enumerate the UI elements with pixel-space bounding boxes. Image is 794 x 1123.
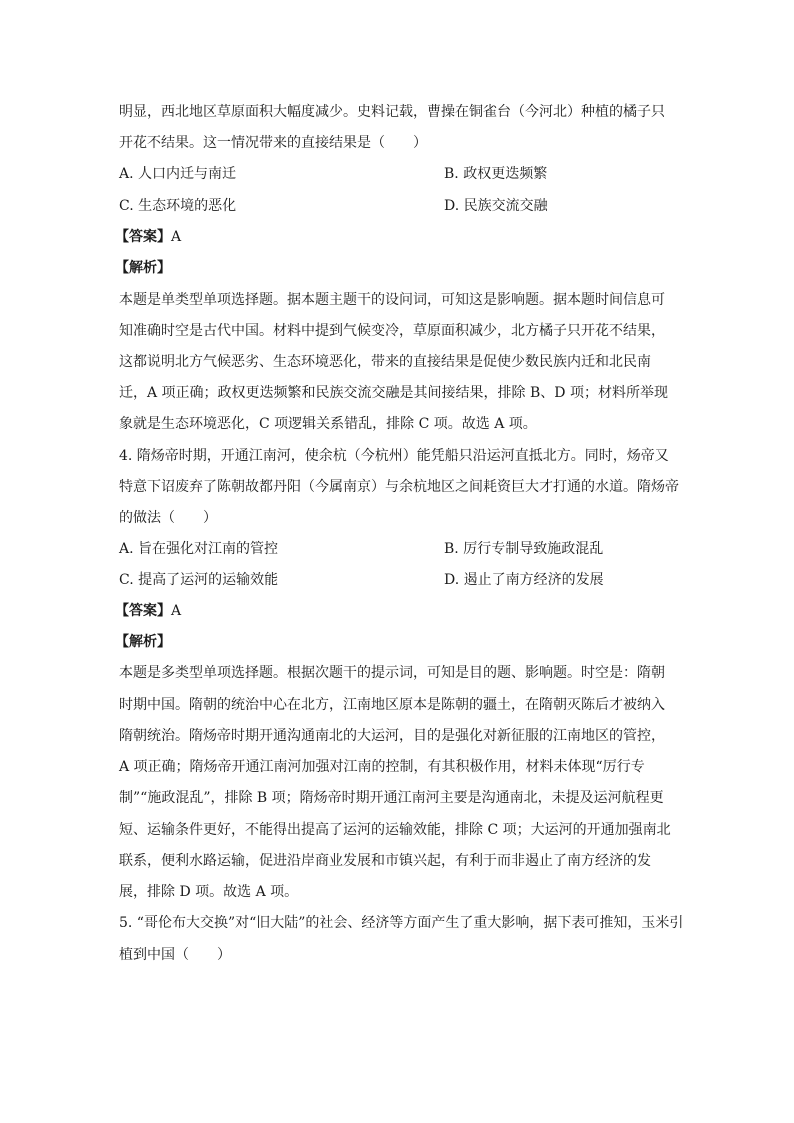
q4-option-a: A. 旨在强化对江南的管控	[119, 541, 279, 557]
q4-answer-tag: 【答案】	[115, 603, 171, 619]
q3-option-a: A. 人口内迁与南迁	[119, 166, 237, 182]
q4-analysis-line-8: 展，排除 D 项。故选 A 项。	[119, 884, 299, 900]
q4-answer-value: A	[171, 603, 182, 619]
q3-answer-tag: 【答案】	[115, 229, 171, 245]
q4-analysis-line-1: 本题是多类型单项选择题。根据次题干的提示词，可知是目的题、影响题。时空是：隋朝	[119, 665, 665, 681]
q3-analysis-line-4: 迁，A 项正确；政权更迭频繁和民族交流交融是其间接结果，排除 B、D 项；材料所举现	[119, 385, 668, 401]
q3-analysis-tag: 【解析】	[115, 260, 171, 276]
q4-analysis-line-4: A 项正确；隋炀帝开通江南河加强对江南的控制，有其积极作用，材料未体现“厉行专	[119, 759, 645, 775]
q3-option-c: C. 生态环境的恶化	[119, 198, 237, 214]
q4-analysis-line-7: 联系，便利水路运输，促进沿岸商业发展和市镇兴起，有利于而非遏止了南方经济的发	[119, 853, 651, 869]
q4-stem-line-2: 特意下诏废弃了陈朝故都丹阳（今属南京）与余杭地区之间耗资巨大才打通的水道。隋炀帝	[119, 479, 679, 495]
q3-answer-value: A	[171, 229, 182, 245]
q4-answer	[115, 601, 181, 621]
q3-option-d: D. 民族交流交融	[444, 198, 548, 214]
q3-analysis-line-5: 象就是生态环境恶化，C 项逻辑关系错乱，排除 C 项。故选 A 项。	[119, 416, 537, 432]
q4-analysis-line-5: 制”“施政混乱”，排除 B 项；隋炀帝时期开通江南河主要是沟通南北，未提及运河航程更	[119, 790, 664, 806]
q4-option-b: B. 厉行专制导致施政混乱	[444, 541, 604, 557]
q3-answer	[115, 227, 181, 247]
q4-stem-line-1: 4. 隋炀帝时期，开通江南河，使余杭（今杭州）能凭船只沿运河直抵北方。同时，炀帝又	[119, 448, 669, 464]
q4-option-c: C. 提高了运河的运输效能	[119, 572, 279, 588]
q3-stem-line-1: 明显，西北地区草原面积大幅度减少。史料记载，曹操在铜雀台（今河北）种植的橘子只	[119, 104, 665, 120]
q4-analysis-line-6: 短、运输条件更好，不能得出提高了运河的运输效能，排除 C 项；大运河的开通加强南北	[119, 822, 671, 838]
q4-option-d: D. 遏止了南方经济的发展	[444, 572, 604, 588]
q3-stem-line-2: 开花不结果。这一情况带来的直接结果是（ ）	[119, 135, 427, 151]
q4-analysis-tag: 【解析】	[115, 634, 171, 650]
q5-stem-line-1: 5. “哥伦布大交换”对“旧大陆”的社会、经济等方面产生了重大影响，据下表可推知，玉米引	[119, 915, 684, 931]
q3-analysis-line-1: 本题是单类型单项选择题。据本题主题干的设问词，可知这是影响题。据本题时间信息可	[119, 292, 665, 308]
q3-analysis-line-2: 知准确时空是古代中国。材料中提到气候变冷，草原面积减少，北方橘子只开花不结果，	[119, 323, 665, 339]
q4-analysis-line-3: 隋朝统治。隋炀帝时期开通沟通南北的大运河，目的是强化对新征服的江南地区的管控，	[119, 728, 665, 744]
q5-stem-line-2: 植到中国（ ）	[119, 947, 231, 963]
q3-option-b: B. 政权更迭频繁	[444, 166, 548, 182]
q4-stem-line-3: 的做法（ ）	[119, 510, 217, 526]
q3-analysis-line-3: 这都说明北方气候恶劣、生态环境恶化，带来的直接结果是促使少数民族内迁和北民南	[119, 354, 651, 370]
q4-analysis-line-2: 时期中国。隋朝的统治中心在北方，江南地区原本是陈朝的疆土，在隋朝灭陈后才被纳入	[119, 697, 665, 713]
